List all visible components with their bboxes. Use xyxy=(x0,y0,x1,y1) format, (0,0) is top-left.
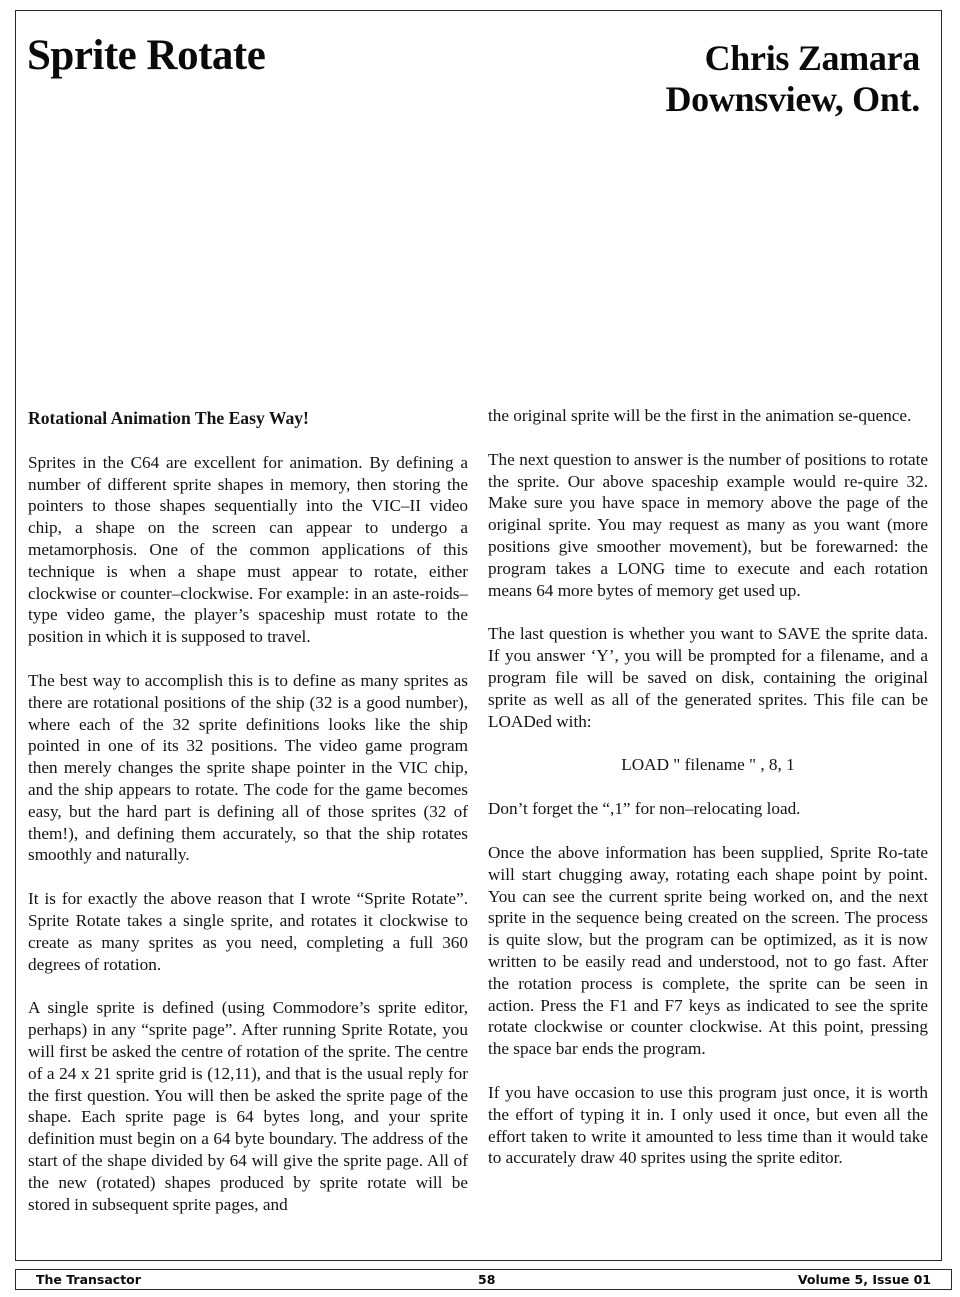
load-command: LOAD " filename " , 8, 1 xyxy=(621,755,795,775)
left-column xyxy=(28,408,468,1237)
author-location: Downsview, Ont. xyxy=(665,79,920,119)
page-number: 58 xyxy=(478,1272,496,1287)
paragraph: The best way to accomplish this is to define as many sprites as there are rotational positions of the ship (32 is a good number), where each of the 32 sprite definitions looks like the ship pointed in one of its 32 positions. The video game program then merely changes the sprite shape pointer in the VIC chip, and the ship appears to rotate. The code for the game becomes easy, but the hard part is defining all of those sprites (32 of them!), and defining them accurately, so that the ship rotates smoothly and naturally. xyxy=(28,670,468,865)
author-name: Chris Zamara xyxy=(704,38,920,78)
paragraph: A single sprite is defined (using Commodore’s sprite editor, perhaps) in any “sprite page”. After running Sprite Rotate, you will first be asked the centre of rotation of the sprite. The centre of a 24 x 21 sprite grid is (12,11), and that is the usual reply for the first question. You will then be asked the sprite page of the shape. Each sprite page is 64 bytes long, and your sprite definition must begin on a 64 byte boundary. The address of the start of the shape divided by 64 will give the sprite page. All of the new (rotated) shapes produced by sprite rotate will be stored in subsequent sprite pages, and xyxy=(28,998,468,1214)
paragraph: It is for exactly the above reason that I wrote “Sprite Rotate”. Sprite Rotate takes a single sprite, and rotates it clockwise to create as many sprites as you need, completing a full 360 degrees of rotation. xyxy=(28,889,468,974)
page-footer xyxy=(15,1269,952,1290)
paragraph: The next question to answer is the number of positions to rotate the sprite. Our above spaceship example would re-quire 32. Make sure you have space in memory above the page of the original sprite. You may request as many as you want (more positions give smoother movement), but be forewarned: the program takes a LONG time to execute and each rotation means 64 more bytes of memory get used up. xyxy=(488,449,928,600)
paragraph: If you have occasion to use this program just once, it is worth the effort of typing it in. I only used it once, but even all the effort taken to write it amounted to less time than it would take to accurately draw 40 sprites using the sprite editor. xyxy=(488,1082,928,1168)
article-title: Sprite Rotate xyxy=(27,32,266,79)
paragraph: the original sprite will be the first in the animation se-quence. xyxy=(488,406,912,425)
issue-label: Volume 5, Issue 01 xyxy=(797,1272,931,1287)
right-column xyxy=(488,405,928,1191)
paragraph: The last question is whether you want to SAVE the sprite data. If you answer ‘Y’, you will be prompted for a filename, and a program file will be saved on disk, containing the original sprite as well as all of the generated sprites. This file can be LOADed with: xyxy=(488,624,928,731)
paragraph: Don’t forget the “,1” for non–relocating load. xyxy=(488,799,801,819)
paragraph: Once the above information has been supplied, Sprite Ro-tate will start chugging away, rotating each shape point by point. You can see the current sprite being worked on, and the next sprite in the sequence being created on the screen. The process is quite slow, but the program can be optimized, as it is now written to be easily read and understood, not to go fast. After the rotation process is complete, the sprite can be seen in action. Press the F1 and F7 keys as indicated to see the sprite rotate clockwise or counter clockwise. At this point, pressing the space bar ends the program. xyxy=(488,842,928,1059)
publication-name: The Transactor xyxy=(36,1272,141,1287)
byline xyxy=(665,38,920,120)
paragraph: Sprites in the C64 are excellent for animation. By defining a number of different sprite shapes in memory, then storing the pointers to those shapes sequentially into the VIC–II video chip, a shape on the screen can appear to undergo a metamorphosis. One of the common applications of this technique is when a shape must appear to rotate, either clockwise or counter–clockwise. For example: in an aste-roids–type video game, the player’s spaceship must rotate to the position in which it is supposed to travel. xyxy=(28,452,468,647)
subheading: Rotational Animation The Easy Way! xyxy=(28,408,309,428)
